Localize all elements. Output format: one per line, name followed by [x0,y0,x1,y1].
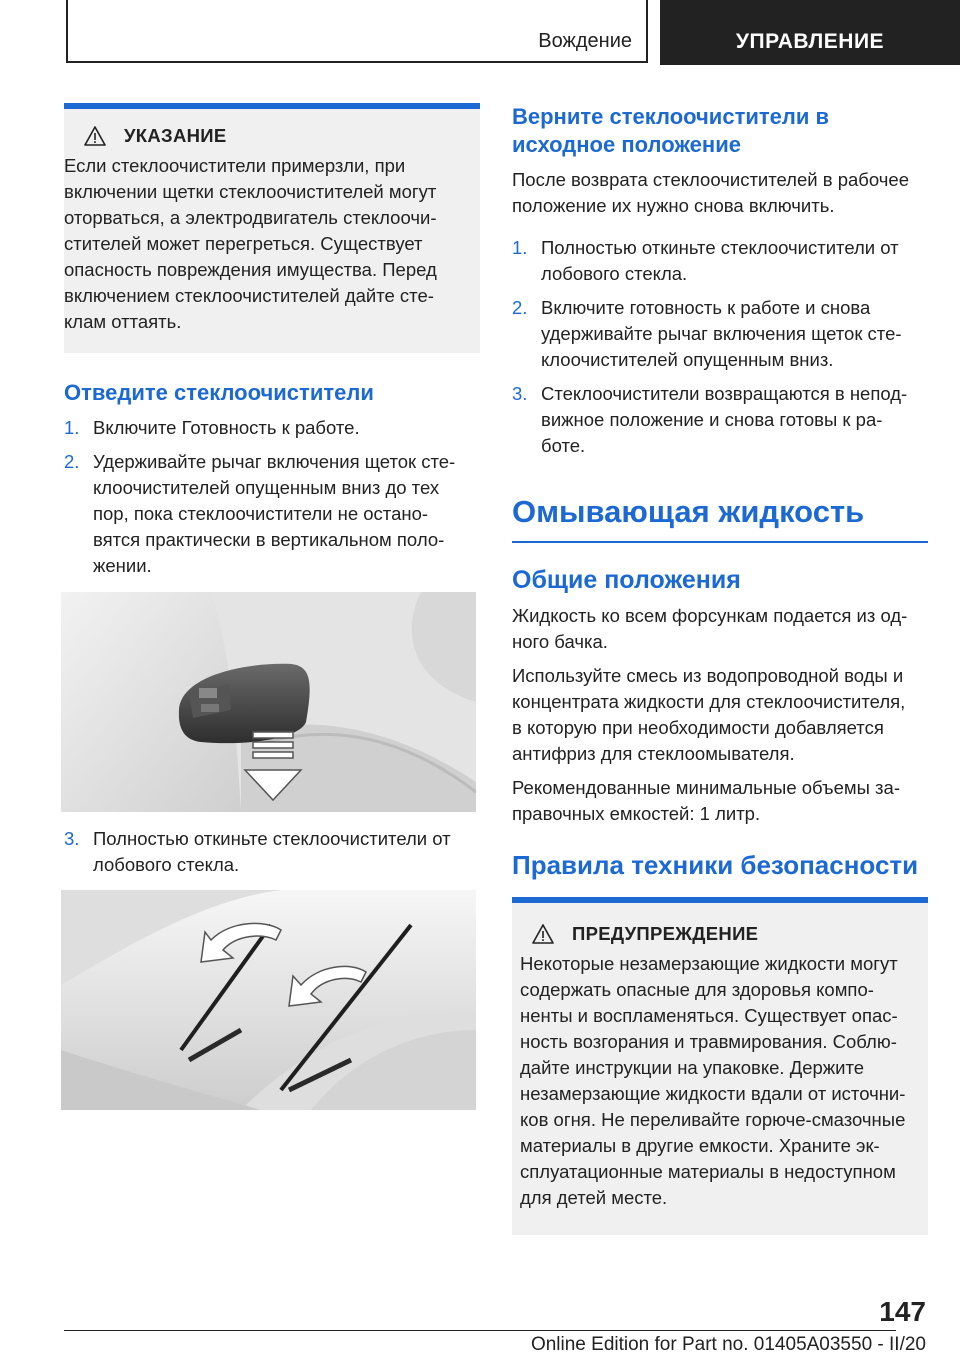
notice-title: УКАЗАНИЕ [124,125,227,146]
warning-triangle-icon [532,924,554,944]
section-tab[interactable] [660,0,960,65]
chapter-label: Вождение [538,30,632,52]
safety-heading: Правила техники безопасности [512,850,919,880]
fold-steps-list [64,415,480,579]
fold-wipers-heading: Отведите стеклоочистители [64,380,374,405]
return-wipers-heading: Верните стеклоочистители в исходное положение [512,104,830,157]
return-step-3: 3. Стеклоочистители возвращаются в непод- вижное положение и снова готовы к ра- боте. [512,383,908,456]
return-intro: После возврата стеклоочистителей в рабочее положение их нужно снова включить. [512,169,909,216]
warning-text: Некоторые незамерзающие жидкости могут содержать опасные для здоровья компо- ненты и воспламеняться. Существует опас- ность возгорания и травмирования. Соблю- дайте инструкции на упаковке. Держите незамерзающие жидкости вдали от источни- ков огня. Не переливайте горюче-смазочные материалы в другие емкости. Храните эк- сплуатационные материалы в недоступном для детей месте. [520,953,906,1208]
page-number: 147 [879,1296,926,1327]
return-step-2: 2. Включите готовность к работе и снова удерживайте рычаг включения щеток сте- клоочистителей опущенным вниз. [512,297,902,370]
fold-step-3: 3. Полностью откиньте стеклоочистители от лобового стекла. [64,828,451,875]
washer-fluid-heading: Омывающая жидкость [512,494,865,529]
fold-step-3-wrap [64,826,480,886]
footer-rule [64,1330,896,1331]
notice-text: Если стеклоочистители примерзли, при включении щетки стеклоочистителей могут оторваться, а электродвигатель стеклоочи- стителей может перегреться. Существует опасность повреждения имущества. Перед включением стеклоочистителей дайте сте- клам оттаять. [64,155,437,332]
fold-step-1: 1. Включите Готовность к работе. [64,417,360,438]
notice-header [64,125,468,147]
general-paragraph-3: Рекомендованные минимальные объемы за- правочных емкостей: 1 литр. [512,777,900,824]
notice-box [64,103,480,353]
warning-title: ПРЕДУПРЕЖДЕНИЕ [572,923,759,944]
return-step-1: 1. Полностью откиньте стеклоочистители от лобового стекла. [512,237,899,284]
section-label: УПРАВЛЕНИЕ [735,30,885,53]
return-steps-list [512,235,928,459]
windshield-wipers-illustration [61,890,476,1110]
general-paragraph-2: Используйте смесь из водопроводной воды и концентрата жидкости для стеклоочистителя, в которую при необходимости добавляется антифриз для стеклоомывателя. [512,665,906,764]
left-column [64,103,480,587]
general-heading: Общие положения [512,566,741,594]
right-column [512,103,928,1235]
edition-text: Online Edition for Part no. 01405A03550 - II/20 [530,1334,926,1355]
fold-step-2: 2. Удерживайте рычаг включения щеток сте- клоочистителей опущенным вниз до тех пор, пока стеклоочистители не остано- вятся практически в вертикальном поло- жении. [64,451,456,576]
fold-steps-list-cont [64,826,480,878]
warning-box [512,897,928,1235]
warning-triangle-icon [84,126,106,146]
wiper-lever-illustration [61,592,476,812]
chapter-tab[interactable] [66,0,648,63]
warning-header [520,923,916,945]
general-paragraph-1: Жидкость ко всем форсункам подается из од- ного бачка. [512,605,908,652]
